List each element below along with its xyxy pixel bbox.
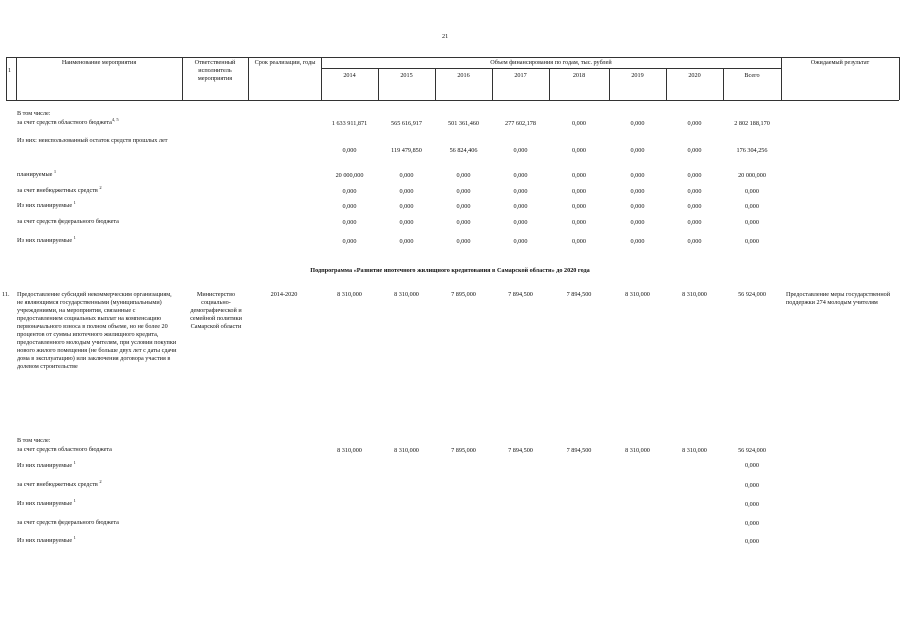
item-result: Предоставление меры государственной поддержки 274 молодым учителям — [786, 291, 891, 306]
value-cell: 0,000 — [456, 188, 471, 195]
value-cell: 8 310,000 — [682, 447, 707, 454]
item-description: Предоставление субсидий некоммерческим организациям, не являющимся государственными (муниципальными) учреждениями, на мероприятия, связанные с предоставлением социальных выплат на компенсацию первоначального взноса в полном объеме, но не более 20 процентов от суммы ипотечного жилищного кредита, предоставленного молодым учителям, при условии покупки нового жилого помещения (не больше двух лет с даты сдачи дома в эксплуатацию) или заключения договора участия в долевом строительстве — [17, 291, 177, 370]
value-cell: 0,000 — [745, 238, 759, 245]
value-cell: 0,000 — [745, 203, 759, 210]
row-label: Из них планируемые $^1$ — [17, 460, 76, 469]
value-cell: 0,000 — [745, 520, 759, 527]
value-cell: 7 894,500 — [566, 291, 592, 298]
year-header: Всего — [744, 72, 760, 79]
value-cell: 20 000,000 — [738, 172, 766, 179]
row-label: за счет внебюджетных средств $^2$ — [17, 479, 102, 488]
value-cell: 0,000 — [572, 120, 586, 127]
value-cell: 2 802 188,170 — [734, 120, 770, 127]
value-cell: 0,000 — [687, 238, 702, 245]
value-cell: 0,000 — [456, 172, 471, 179]
value-cell: 0,000 — [630, 219, 645, 226]
value-cell: 0,000 — [572, 219, 586, 226]
value-cell: 0,000 — [572, 203, 586, 210]
col-term-header: Срок реализации, годы — [254, 59, 316, 66]
value-cell: 7 895,000 — [451, 447, 476, 454]
row-label: за счет средств федерального бюджета — [17, 218, 119, 225]
value-cell: 1 633 911,871 — [331, 120, 368, 127]
value-cell: 0,000 — [399, 188, 414, 195]
value-cell: 0,000 — [687, 203, 702, 210]
col-result-header: Ожидаемый результат — [810, 59, 870, 66]
value-cell: 0,000 — [456, 238, 471, 245]
value-cell: 7 894,500 — [508, 447, 533, 454]
item-term: 2014-2020 — [270, 291, 298, 298]
value-cell: 0,000 — [630, 147, 645, 154]
row-label: Из них: неиспользованный остаток средств прошлых лет — [17, 137, 168, 144]
value-cell: 0,000 — [687, 120, 702, 127]
value-cell: 0,000 — [630, 172, 645, 179]
value-cell: 0,000 — [513, 203, 528, 210]
row-label: планируемые $^1$ — [17, 169, 57, 178]
row-label: за счет средств областного бюджета$^{4, 5}$ — [17, 117, 119, 126]
row-number-header: 1 — [8, 67, 12, 74]
row-label: Из них планируемые $^1$ — [17, 235, 76, 244]
value-cell: 176 304,256 — [736, 147, 768, 154]
row-label: Из них планируемые $^1$ — [17, 498, 76, 507]
value-cell: 0,000 — [513, 188, 528, 195]
value-cell: 56 924,000 — [738, 447, 766, 454]
col-responsible-header: Ответственный исполнитель мероприятия — [194, 59, 236, 82]
value-cell: 0,000 — [745, 538, 759, 545]
item-number: 11. — [2, 291, 10, 298]
value-cell: 8 310,000 — [625, 291, 650, 298]
value-cell: 0,000 — [687, 172, 702, 179]
year-header: 2015 — [400, 72, 413, 79]
item-responsible: Министерство социально-демографической и семейной политики Самарской области — [190, 291, 242, 330]
value-cell: 0,000 — [456, 203, 471, 210]
value-cell: 565 616,917 — [391, 120, 422, 127]
value-cell: 0,000 — [572, 238, 586, 245]
value-cell: 0,000 — [456, 219, 471, 226]
value-cell: 0,000 — [342, 188, 357, 195]
value-cell: 0,000 — [399, 172, 414, 179]
value-cell: 0,000 — [513, 219, 528, 226]
value-cell: 0,000 — [342, 203, 357, 210]
value-cell: 7 894,500 — [566, 447, 592, 454]
value-cell: 20 000,000 — [335, 172, 364, 179]
value-cell: 501 361,460 — [448, 120, 479, 127]
value-cell: 0,000 — [342, 219, 357, 226]
value-cell: 8 310,000 — [337, 291, 362, 298]
value-cell: 7 895,000 — [451, 291, 476, 298]
year-header: 2017 — [514, 72, 527, 79]
value-cell: 7 894,500 — [508, 291, 533, 298]
value-cell: 0,000 — [342, 147, 357, 154]
value-cell: 8 310,000 — [337, 447, 362, 454]
value-cell: 0,000 — [399, 238, 414, 245]
page-number: 21 — [442, 33, 449, 40]
year-header: 2014 — [343, 72, 356, 79]
value-cell: 0,000 — [572, 147, 586, 154]
value-cell: 0,000 — [745, 501, 759, 508]
value-cell: 0,000 — [630, 188, 645, 195]
row-label: за счет средств федерального бюджета — [17, 519, 119, 526]
value-cell: 0,000 — [745, 188, 759, 195]
row-label: за счет средств областного бюджета — [17, 446, 112, 453]
value-cell: 277 602,178 — [505, 120, 536, 127]
value-cell: 56 824,406 — [449, 147, 478, 154]
value-cell: 8 310,000 — [682, 291, 707, 298]
subprogram-title: Подпрограмма «Развитие ипотечного жилищного кредитования в Самарской области» до 2020 года — [310, 267, 590, 274]
value-cell: 0,000 — [342, 238, 357, 245]
year-header: 2016 — [457, 72, 470, 79]
value-cell: 0,000 — [513, 172, 528, 179]
value-cell: 56 924,000 — [738, 291, 766, 298]
col-name-header: Наименование мероприятия — [61, 59, 137, 66]
value-cell: 0,000 — [745, 482, 759, 489]
value-cell: 0,000 — [513, 147, 528, 154]
row-label: за счет внебюджетных средств $^2$ — [17, 185, 102, 194]
year-header: 2019 — [631, 72, 644, 79]
value-cell: 0,000 — [745, 219, 759, 226]
value-cell: 0,000 — [687, 147, 702, 154]
value-cell: 119 479,850 — [391, 147, 422, 154]
value-cell: 0,000 — [745, 462, 759, 469]
row-label: Из них планируемые $^1$ — [17, 535, 76, 544]
col-funding-header: Объем финансирования по годам, тыс. рублей — [490, 59, 612, 66]
value-cell: 0,000 — [630, 203, 645, 210]
value-cell: 0,000 — [513, 238, 528, 245]
value-cell: 0,000 — [572, 172, 586, 179]
row-label: Из них планируемые $^1$ — [17, 200, 76, 209]
value-cell: 0,000 — [399, 203, 414, 210]
value-cell: 0,000 — [572, 188, 586, 195]
value-cell: 0,000 — [687, 188, 702, 195]
value-cell: 0,000 — [399, 219, 414, 226]
value-cell: 8 310,000 — [394, 447, 419, 454]
year-header: 2020 — [688, 72, 701, 79]
year-header: 2018 — [572, 72, 586, 79]
including-label: В том числе: — [17, 110, 51, 117]
value-cell: 8 310,000 — [394, 291, 419, 298]
value-cell: 0,000 — [630, 120, 645, 127]
value-cell: 0,000 — [687, 219, 702, 226]
value-cell: 8 310,000 — [625, 447, 650, 454]
including-label: В том числе: — [17, 437, 51, 444]
value-cell: 0,000 — [630, 238, 645, 245]
